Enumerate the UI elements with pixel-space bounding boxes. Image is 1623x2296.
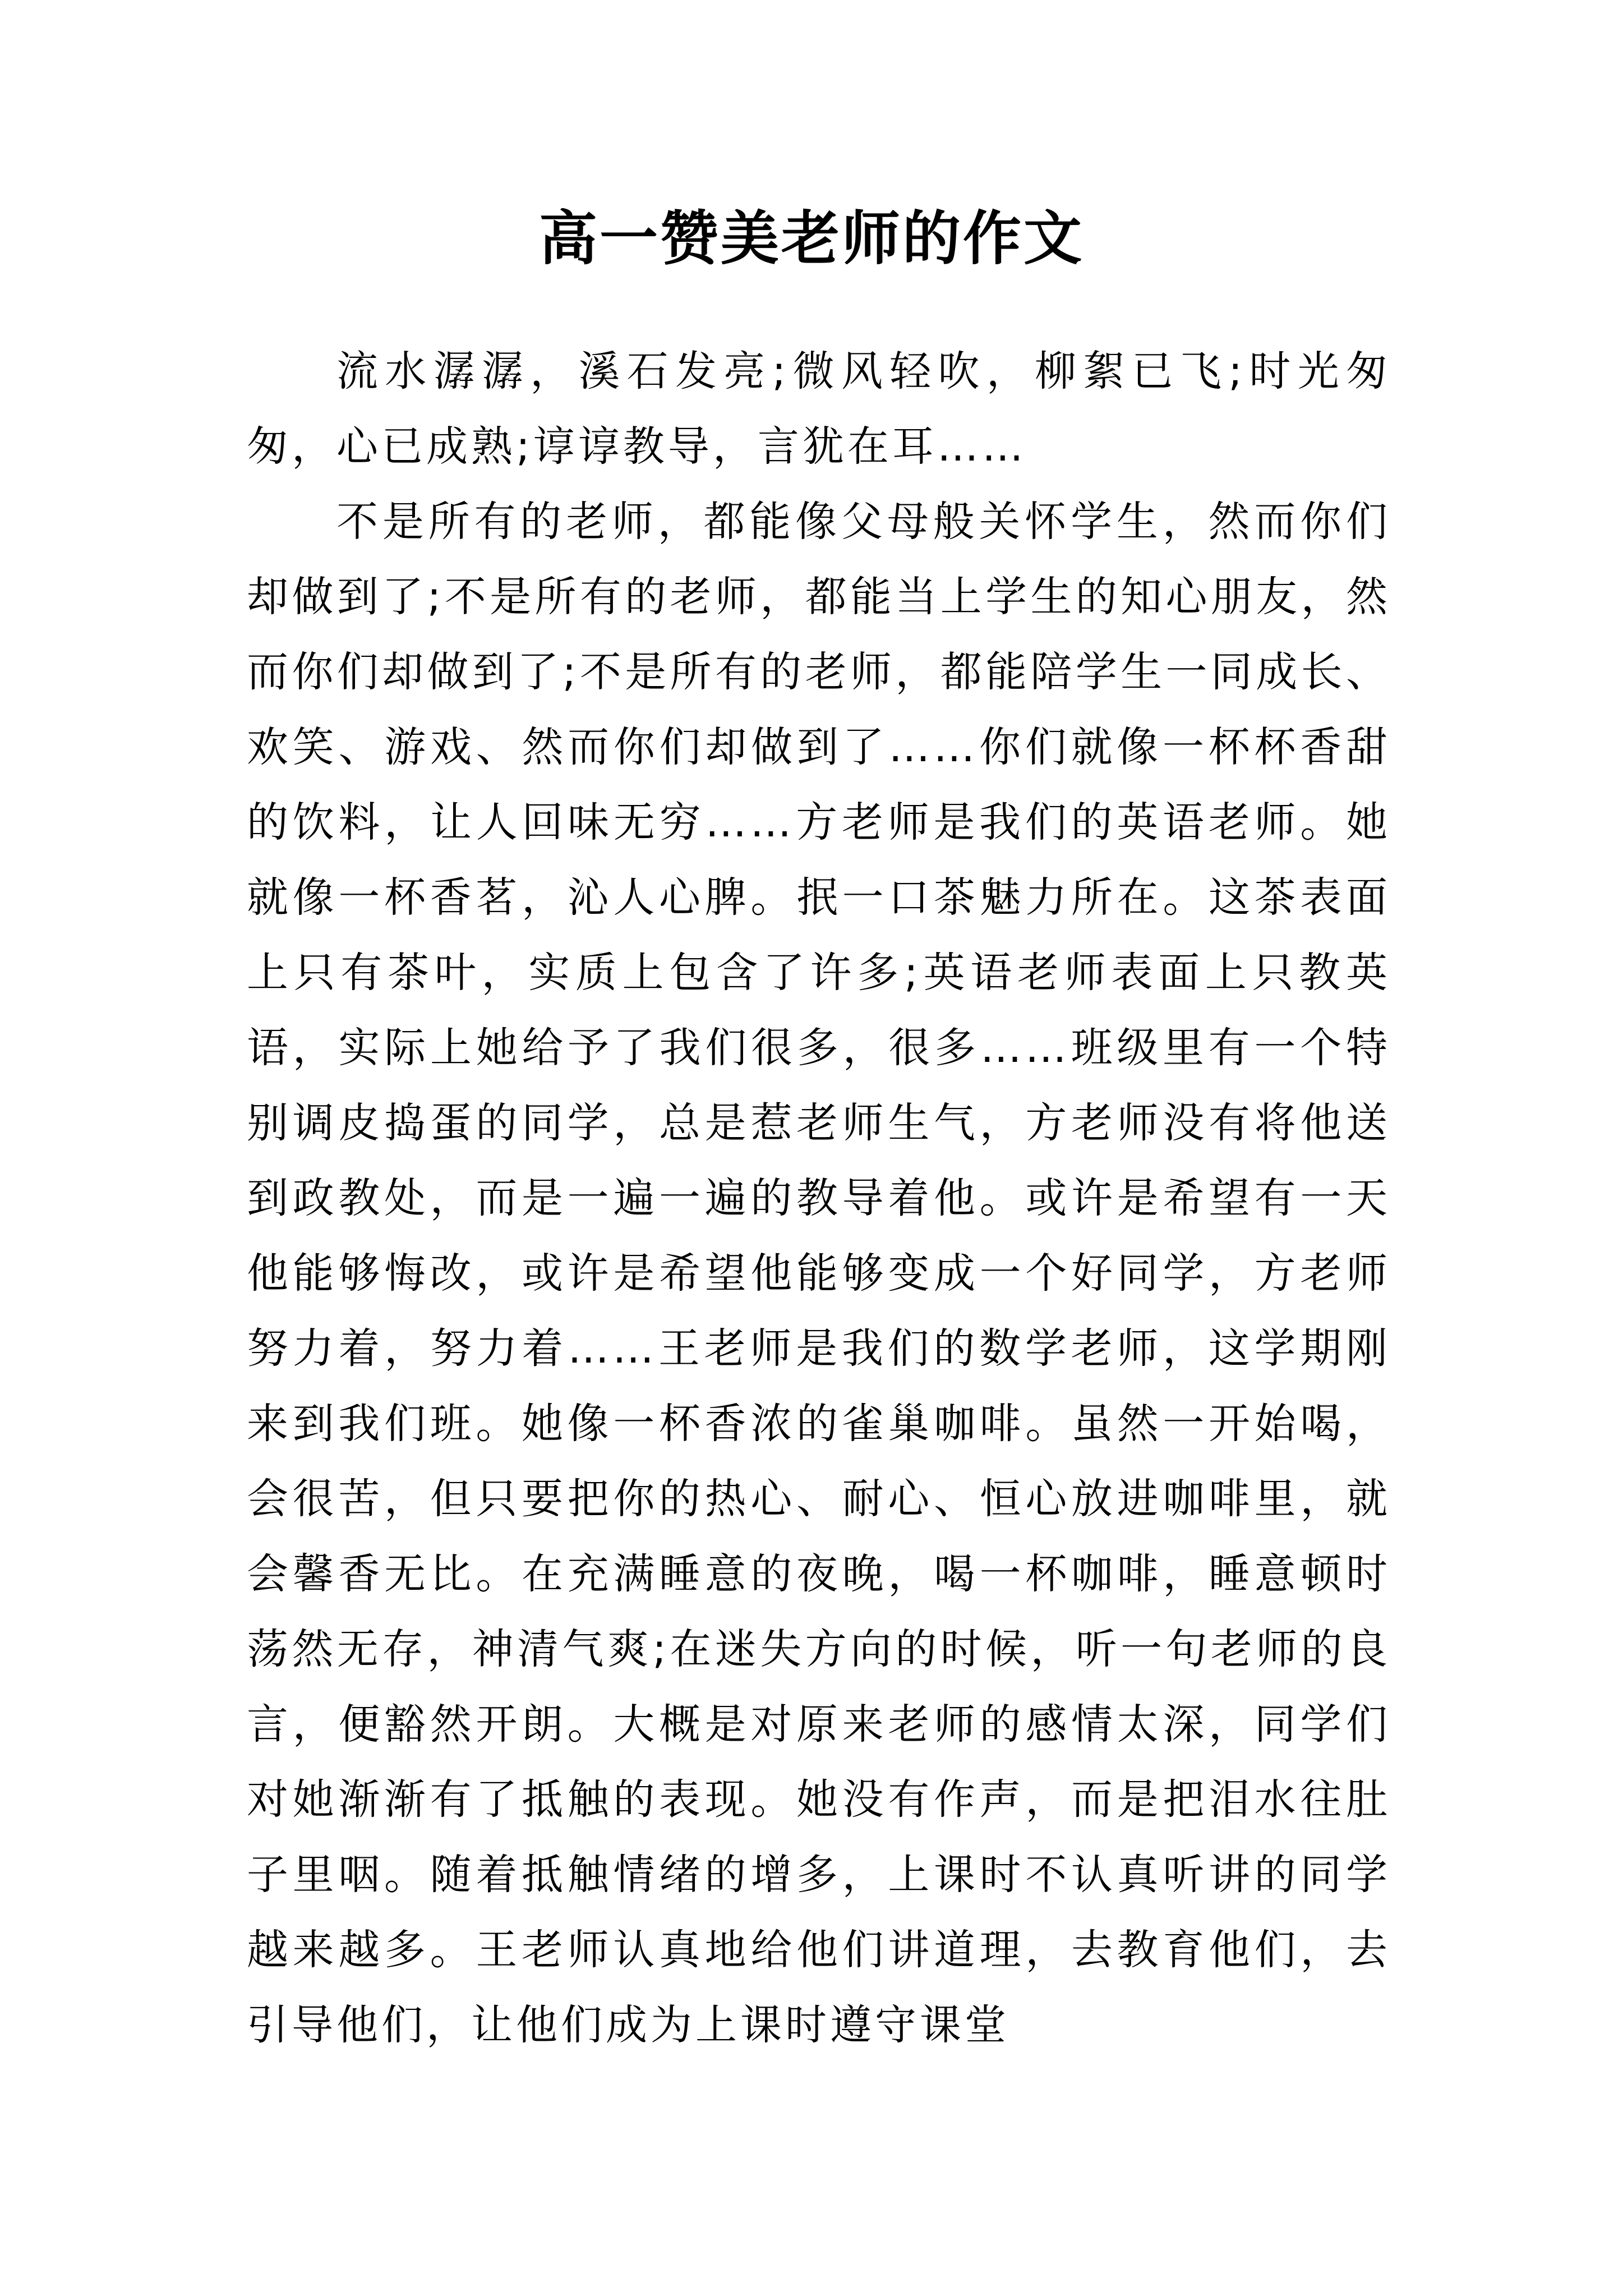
paragraph-main: 不是所有的老师，都能像父母般关怀学生，然而你们却做到了;不是所有的老师，都能当上学生的知心朋友，然而你们却做到了;不是所有的老师，都能陪学生一同成长、欢笑、游戏、然而你们却做到了……你们就像一杯杯香甜的饮料，让人回味无穷……方老师是我们的英语老师。她就像一杯香茗，沁人心脾。抿一口茶魅力所在。这茶表面上只有茶叶，实质上包含了许多;英语老师表面上只教英语，实际上她给予了我们很多，很多……班级里有一个特别调皮捣蛋的同学，总是惹老师生气，方老师没有将他送到政教处，而是一遍一遍的教导着他。或许是希望有一天他能够悔改，或许是希望他能够变成一个好同学，方老师努力着，努力着……王老师是我们的数学老师，这学期刚来到我们班。她像一杯香浓的雀巢咖啡。虽然一开始喝，会很苦，但只要把你的热心、耐心、恒心放进咖啡里，就会馨香无比。在充满睡意的夜晚，喝一杯咖啡，睡意顿时荡然无存，神清气爽;在迷失方向的时候，听一句老师的良言，便豁然开朗。大概是对原来老师的感情太深，同学们对她渐渐有了抵触的表现。她没有作声，而是把泪水往肚子里咽。随着抵触情绪的增多，上课时不认真听讲的同学越来越多。王老师认真地给他们讲道理，去教育他们，去引导他们，让他们成为上课时遵守课堂 <box>247 498 1391 2049</box>
paragraph-intro: 流水潺潺，溪石发亮;微风轻吹，柳絮已飞;时光匆匆，心已成熟;谆谆教导，言犹在耳…… <box>247 347 1391 471</box>
document-body <box>247 334 1391 2063</box>
document-title: 高一赞美老师的作文 <box>538 204 1084 273</box>
